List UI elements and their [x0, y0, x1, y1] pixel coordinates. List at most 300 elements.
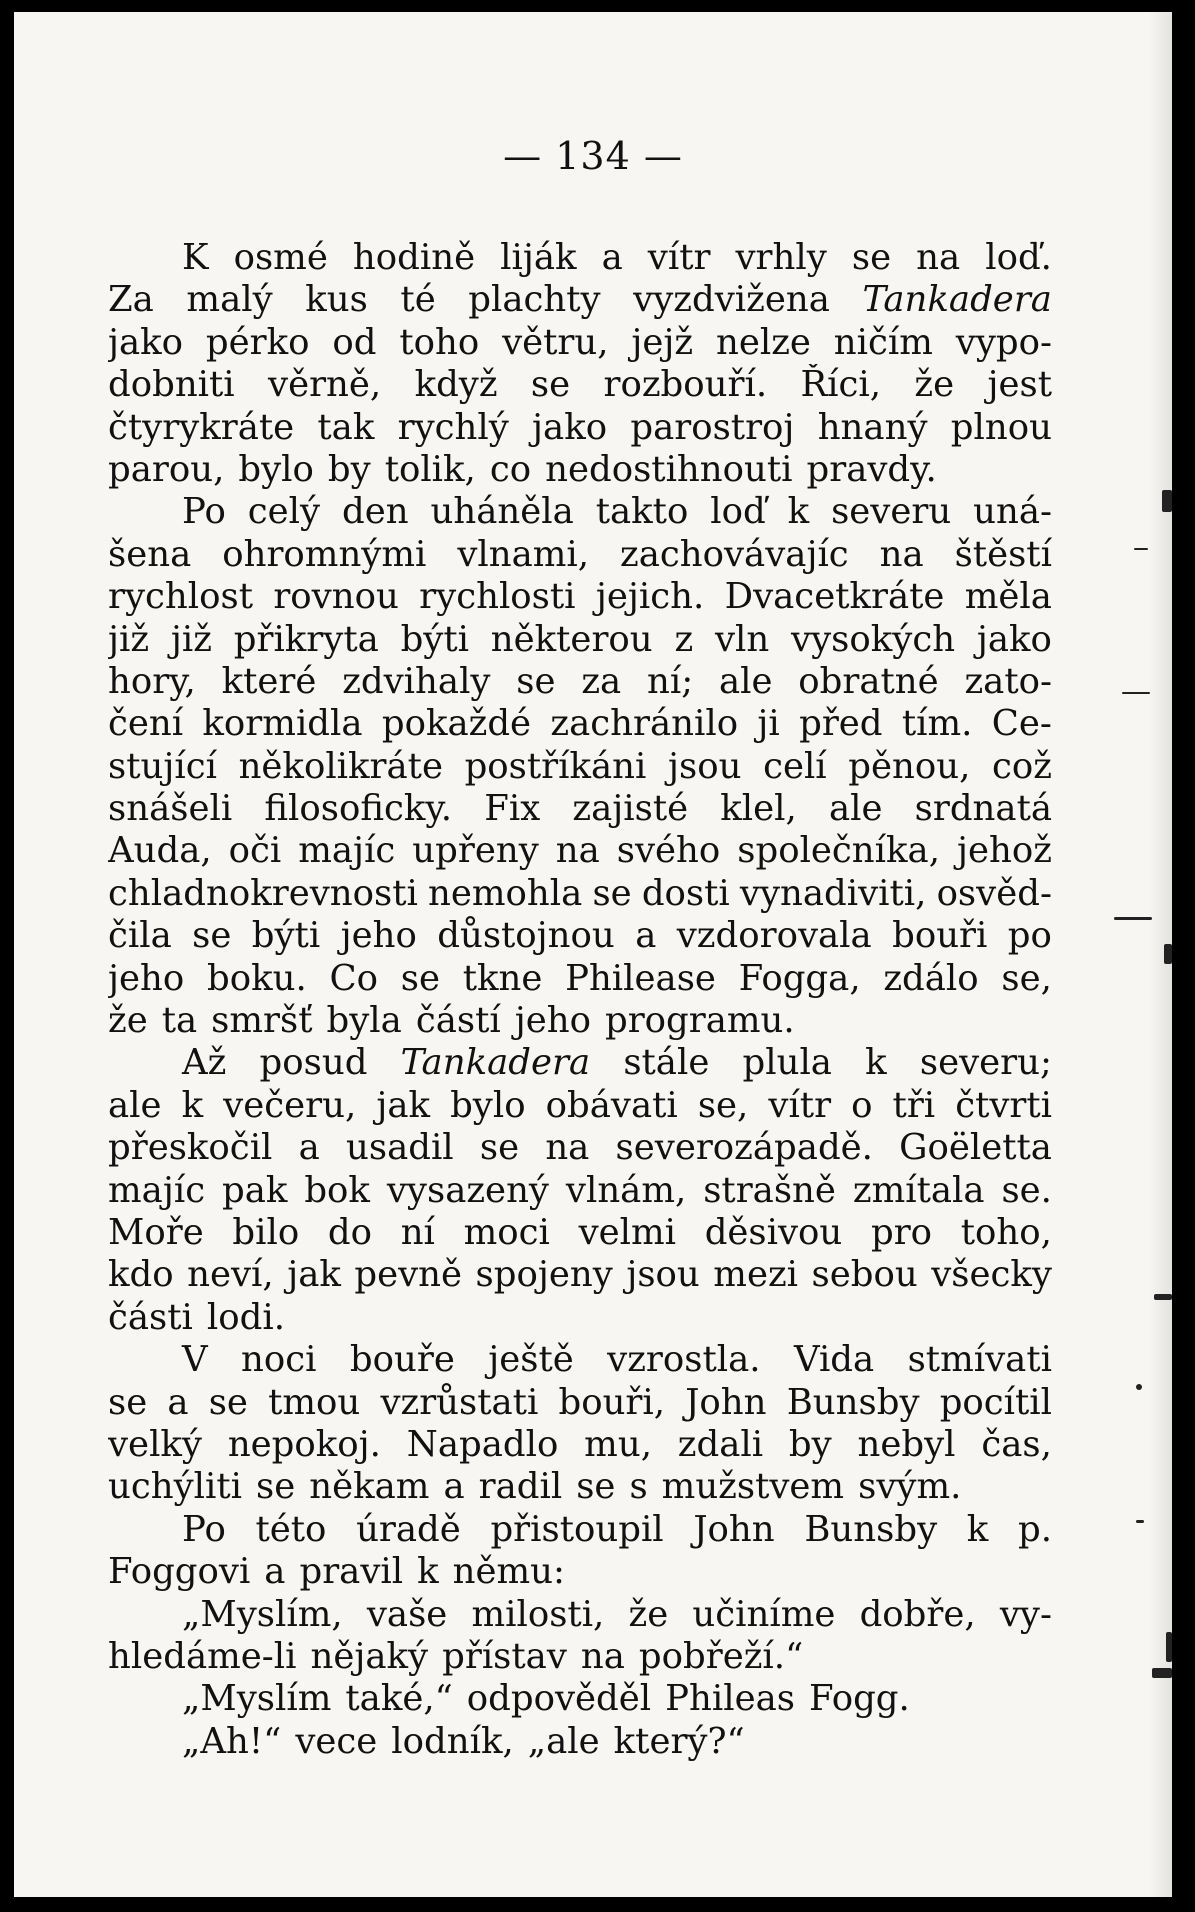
text-line [108, 1636, 1052, 1678]
text-line-words [182, 1678, 1052, 1720]
text-line [108, 661, 1052, 703]
word: ní; [646, 660, 694, 702]
text-line [108, 1339, 1052, 1381]
word: loď. [985, 237, 1052, 278]
word: vítr [647, 237, 711, 278]
word: rovnou [273, 576, 399, 618]
word: Až [182, 1042, 227, 1084]
word: nějaký [310, 1635, 429, 1677]
word: jsou [626, 1254, 700, 1296]
word: svého [616, 830, 721, 872]
word: bouře [349, 1339, 455, 1381]
text-line [108, 1382, 1052, 1424]
word: uná- [973, 491, 1052, 533]
text-line-words [108, 830, 1052, 872]
word: mu, [584, 1423, 652, 1465]
text-line [108, 1127, 1052, 1169]
margin-mark [1152, 1668, 1172, 1678]
word: vzdorovala [676, 915, 872, 957]
word: se [576, 1466, 616, 1508]
word: filosoficky. [264, 788, 453, 830]
word: ohromnými [222, 533, 427, 575]
word: rychlost [108, 576, 253, 618]
text-line-words [182, 1594, 1052, 1636]
word: čas, [981, 1423, 1052, 1465]
text-line [108, 1000, 1052, 1042]
margin-mark [1154, 1294, 1172, 1300]
word: hledáme-li [108, 1635, 297, 1677]
word: se [192, 915, 232, 957]
word: jak [287, 1254, 341, 1296]
word: neví, [187, 1254, 274, 1296]
word: vypo- [955, 321, 1052, 363]
margin-mark [1164, 944, 1172, 964]
word: jako [976, 618, 1052, 660]
word: srdnatá [914, 788, 1052, 830]
body-text [108, 237, 1052, 1763]
word: ale [828, 788, 883, 830]
word: kdo [108, 1254, 174, 1296]
word: Moře [108, 1211, 204, 1253]
text-line-words [108, 873, 1052, 915]
word: boku. [206, 957, 307, 999]
text-line [108, 788, 1052, 830]
text-line [108, 1042, 1052, 1084]
word: plnou [950, 406, 1052, 448]
word: že [914, 364, 955, 406]
text-line-words [108, 364, 1052, 406]
word: z [674, 618, 694, 660]
word: bouři, [558, 1381, 666, 1423]
word: dobře, [859, 1593, 976, 1635]
text-line-words [108, 1212, 1052, 1254]
margin-mark [1162, 490, 1172, 512]
word: stmívati [907, 1339, 1052, 1381]
text-line-words [108, 1466, 1052, 1508]
word: ní [400, 1211, 435, 1253]
word: na [545, 1127, 590, 1169]
text-line-words [182, 1509, 1052, 1551]
word: Foggovi [108, 1551, 251, 1593]
word: také,“ [345, 1678, 453, 1720]
text-line [108, 703, 1052, 745]
text-line-words [108, 534, 1052, 576]
word: parostroj [630, 406, 795, 448]
word: zdálo [883, 957, 979, 999]
word: sebou [811, 1254, 918, 1296]
word: uchýliti [108, 1466, 242, 1508]
word: celý [247, 491, 321, 533]
word: ale [718, 660, 773, 702]
word: ničím [833, 321, 933, 363]
text-line-words [108, 449, 1052, 491]
word: nebyl [857, 1423, 956, 1465]
word: Za [108, 279, 154, 321]
word: bylo [450, 1084, 526, 1126]
text-line-words [108, 619, 1052, 661]
word: dobniti [108, 364, 235, 406]
margin-mark [1136, 1520, 1144, 1523]
word: hodině [352, 237, 476, 278]
word: plachty [468, 279, 601, 321]
word: jeho [108, 957, 185, 999]
text-line-words [108, 407, 1052, 449]
word: Po [182, 1508, 226, 1550]
word: k [966, 1508, 989, 1550]
word: oči [228, 830, 282, 872]
text-line [108, 915, 1052, 957]
margin-mark [1136, 1384, 1142, 1390]
word: velmi [578, 1211, 676, 1253]
text-line-words [108, 958, 1052, 1000]
text-line-words [108, 703, 1052, 745]
word: jak [376, 1084, 430, 1126]
word: k [417, 1551, 439, 1593]
word: bouři [892, 915, 988, 957]
text-line-words [108, 1297, 1052, 1339]
word: plula [742, 1042, 832, 1084]
word: což [992, 745, 1052, 787]
word: pěnou, [848, 745, 971, 787]
text-line-words [108, 576, 1052, 618]
word: tak [317, 406, 375, 448]
margin-mark [1134, 548, 1148, 550]
word: čtvrti [955, 1084, 1052, 1126]
text-line [108, 1254, 1052, 1296]
word: parou, [108, 448, 225, 490]
text-line [108, 1085, 1052, 1127]
word: Bunsby [804, 1508, 938, 1550]
word: tolik, [384, 448, 476, 490]
word: nelze [715, 321, 811, 363]
word: a [167, 1381, 189, 1423]
word: na [580, 1635, 625, 1677]
word: Po [182, 491, 226, 533]
text-line [108, 576, 1052, 618]
text-line [108, 746, 1052, 788]
word: a [298, 1127, 320, 1169]
word: již [170, 618, 212, 660]
word: již [108, 618, 150, 660]
word: spojeny [475, 1254, 613, 1296]
word: noci [241, 1339, 317, 1381]
margin-mark [1114, 917, 1152, 920]
word: K [182, 237, 209, 278]
word: věrně, [268, 364, 382, 406]
text-line-words [108, 1424, 1052, 1466]
word: Phileasе [565, 957, 716, 999]
word: čila [108, 915, 172, 957]
word: vysazený [386, 1169, 549, 1211]
word: Auda, [108, 830, 212, 872]
word: takto [595, 491, 689, 533]
text-line [108, 1551, 1052, 1593]
word: obratné [798, 660, 939, 702]
word: se [208, 1381, 248, 1423]
word: severu [831, 491, 952, 533]
text-line-words [108, 1382, 1052, 1424]
word: osmé [233, 237, 328, 278]
word: rozbouří. [603, 364, 768, 406]
word: ta [161, 1000, 198, 1042]
word: ještě [488, 1339, 574, 1381]
word: obávati [545, 1084, 678, 1126]
word: zajisté [572, 788, 689, 830]
word: vyzdvižena [633, 279, 830, 321]
word: býti [400, 618, 469, 660]
word: Tankadera [400, 1042, 591, 1084]
word: zachránilo [550, 703, 739, 745]
word: programu. [604, 1000, 795, 1042]
word: klel, [720, 788, 797, 830]
word: který?“ [613, 1720, 745, 1762]
word: vzrůstati [380, 1381, 539, 1423]
word: vece [295, 1720, 378, 1762]
word: zachovávajíc [620, 533, 849, 575]
word: „Myslím, [182, 1593, 343, 1635]
word: na [916, 237, 961, 278]
word: že [108, 1000, 148, 1042]
text-line [108, 1509, 1052, 1551]
text-line-words [182, 1042, 1052, 1084]
word: vynadiviti, [739, 872, 927, 914]
word: děsivou [704, 1211, 843, 1253]
word: šena [108, 533, 192, 575]
word: které [221, 660, 317, 702]
word: na [879, 533, 924, 575]
word: byla [326, 1000, 402, 1042]
word: malý [186, 279, 273, 321]
word: p. [1017, 1508, 1052, 1550]
text-line-words [108, 788, 1052, 830]
word: rychlý [397, 406, 509, 448]
word: den [341, 491, 409, 533]
word: se [108, 1381, 148, 1423]
word: a [443, 1466, 465, 1508]
text-line [108, 407, 1052, 449]
word: přistoupil [490, 1508, 664, 1550]
word: všecky [931, 1254, 1052, 1296]
text-line [108, 237, 1052, 279]
word: němu: [452, 1551, 565, 1593]
word: jest [987, 364, 1052, 406]
word: společníka, [737, 830, 940, 872]
word: té [400, 279, 436, 321]
text-line [108, 279, 1052, 321]
word: vlnami, [457, 533, 590, 575]
word: vítr [768, 1084, 832, 1126]
word: Bunsby [786, 1381, 920, 1423]
text-line [108, 619, 1052, 661]
word: chladnokrevnosti [108, 872, 418, 914]
word: Vida [793, 1339, 875, 1381]
word: osvěd- [936, 872, 1052, 914]
text-line [108, 1594, 1052, 1636]
word: o [851, 1084, 873, 1126]
word: po [1007, 915, 1052, 957]
text-line-words [108, 915, 1052, 957]
word: jsou [667, 745, 742, 787]
word: stále [623, 1042, 710, 1084]
word: pravdy. [806, 448, 937, 490]
word: ji [757, 703, 780, 745]
word: přeskočil [108, 1127, 273, 1169]
word: této [255, 1508, 327, 1550]
word: částí [415, 1000, 501, 1042]
word: na [555, 830, 600, 872]
word: dosti [641, 872, 730, 914]
word: tři [892, 1084, 936, 1126]
word: Fogga, [738, 957, 861, 999]
text-line [108, 1297, 1052, 1339]
word: nedostihnouti [545, 448, 793, 490]
text-line [108, 1212, 1052, 1254]
word: lodi. [206, 1296, 285, 1338]
word: V [182, 1339, 208, 1381]
word: pobřeží.“ [638, 1635, 804, 1677]
word: Říci, [800, 364, 882, 406]
word: pérko [205, 321, 310, 363]
word: liják [500, 237, 577, 278]
word: celí [763, 745, 827, 787]
text-line-words [108, 1127, 1052, 1169]
text-line-words [182, 1721, 1052, 1763]
text-line-words [108, 1085, 1052, 1127]
word: když [414, 364, 498, 406]
word: se [516, 660, 556, 702]
word: posud [259, 1042, 368, 1084]
text-line [108, 958, 1052, 1000]
word: majíc [298, 830, 396, 872]
word: se. [1001, 1169, 1052, 1211]
word: jejž [631, 321, 694, 363]
word: jako [532, 406, 608, 448]
word: vlnám, [565, 1169, 687, 1211]
word: bilo [232, 1211, 300, 1253]
text-line-words [108, 279, 1052, 321]
word: od [332, 321, 377, 363]
word: kormidla [202, 703, 363, 745]
word: rychlosti [419, 576, 576, 618]
word: uháněla [430, 491, 574, 533]
margin-mark [1122, 692, 1150, 694]
word: mužstvem [661, 1466, 845, 1508]
text-line-words [108, 1551, 1052, 1593]
word: čtyrykráte [108, 406, 295, 448]
word: měla [964, 576, 1052, 618]
word: zdali [677, 1423, 764, 1465]
word: nemohla [428, 872, 583, 914]
word: úradě [356, 1508, 461, 1550]
word: „ale [527, 1720, 600, 1762]
word: usadil [345, 1127, 454, 1169]
word: za [581, 660, 622, 702]
text-line-words [182, 491, 1052, 533]
text-line [108, 322, 1052, 364]
word: se [851, 237, 892, 278]
word: mezi [713, 1254, 799, 1296]
word: co [489, 448, 532, 490]
word: Dvacetkráte [724, 576, 945, 618]
word: pravil [299, 1551, 404, 1593]
word: vln [714, 618, 770, 660]
word: stující [108, 745, 217, 787]
word: vysokých [791, 618, 956, 660]
text-line-words [108, 322, 1052, 364]
text-line-words [182, 237, 1052, 279]
word: svým. [858, 1466, 962, 1508]
word: pevně [354, 1254, 463, 1296]
word: ale [108, 1084, 162, 1126]
word: vy- [999, 1593, 1052, 1635]
word: milosti, [471, 1593, 605, 1635]
text-line [108, 830, 1052, 872]
word: pro [870, 1211, 933, 1253]
word: důstojnou [437, 915, 615, 957]
word: bylo [238, 448, 314, 490]
text-line [108, 449, 1052, 491]
word: a [635, 915, 657, 957]
word: k [865, 1042, 887, 1084]
text-line [108, 534, 1052, 576]
word: Phileas [665, 1678, 795, 1720]
word: čení [108, 703, 184, 745]
word: do [327, 1211, 372, 1253]
word: jeho [514, 1000, 591, 1042]
word: John [685, 1381, 767, 1423]
word: toho [399, 321, 480, 363]
word: k [787, 491, 810, 533]
word: se [256, 1466, 296, 1508]
word: vaše [366, 1593, 448, 1635]
word: velký [108, 1423, 202, 1465]
word: radil [478, 1466, 563, 1508]
word: hnaný [817, 406, 928, 448]
word: „Ah!“ [182, 1720, 282, 1762]
word: Fix [484, 788, 541, 830]
text-line [108, 1170, 1052, 1212]
word: s [629, 1466, 648, 1508]
word: tmou [268, 1381, 361, 1423]
word: moci [463, 1211, 550, 1253]
word: zmítala [852, 1169, 985, 1211]
word: upřeny [412, 830, 539, 872]
text-line-words [108, 1636, 1052, 1678]
word: by [327, 448, 371, 490]
word: Tankadera [862, 279, 1052, 321]
word: vzrostla. [607, 1339, 761, 1381]
word: majíc [108, 1169, 206, 1211]
word: k [181, 1084, 204, 1126]
word: větru, [502, 321, 609, 363]
word: John [693, 1508, 775, 1550]
text-line-words [108, 661, 1052, 703]
word: severozápadě. [615, 1127, 873, 1169]
page-number: — 134 — [503, 134, 683, 178]
word: že [628, 1593, 669, 1635]
word: Napadlo [406, 1423, 559, 1465]
word: bok [304, 1169, 370, 1211]
word: štěstí [954, 533, 1052, 575]
text-line-words [182, 1339, 1052, 1381]
text-line-words [108, 1000, 1052, 1042]
word: učiníme [692, 1593, 836, 1635]
word: „Myslím [182, 1678, 332, 1720]
word: vrhly [735, 237, 827, 278]
word: někam [309, 1466, 430, 1508]
word: se, [697, 1084, 749, 1126]
word: jejich. [595, 576, 705, 618]
